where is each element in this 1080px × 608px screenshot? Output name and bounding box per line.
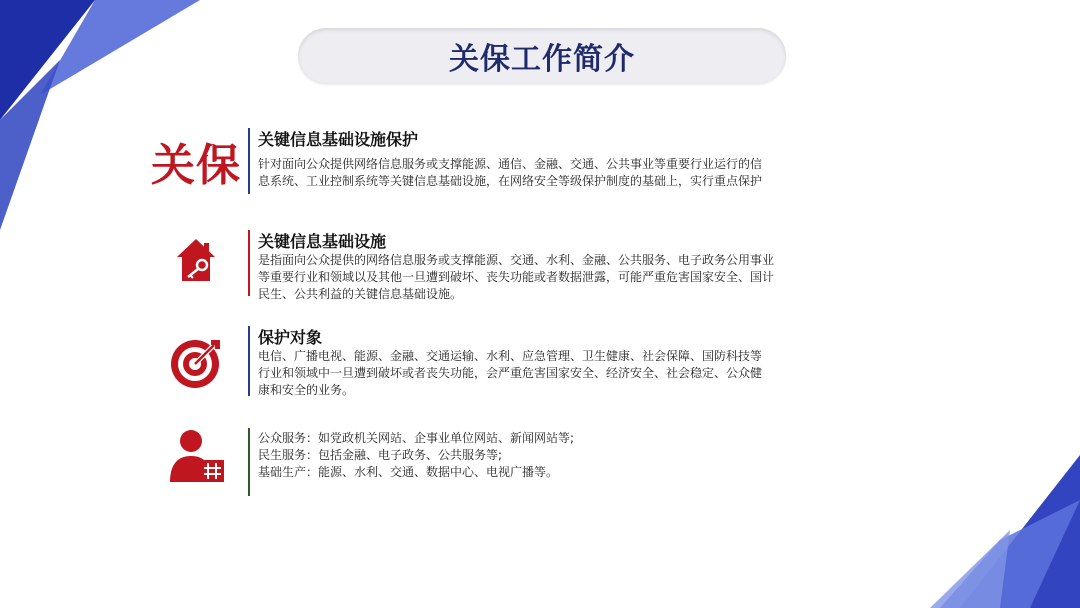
user-network-icon [168,428,226,484]
section-divider-bar [248,326,250,396]
section-content [258,232,848,303]
section-divider-bar [248,428,250,496]
section-content [258,130,848,190]
section-body-line: 针对面向公众提供网络信息服务或支撑能源、通信、金融、交通、公共事业等重要行业运行的信 [258,157,763,171]
section-content [258,430,848,481]
list-item: 民生服务：包括金融、电子政务、公共服务等; [258,448,503,462]
section-title: 关键信息基础设施 [258,232,387,251]
section-title: 保护对象 [258,328,323,347]
section-body-line: 等重要行业和领域以及其他一旦遭到破坏、丧失功能或者数据泄露，可能严重危害国家安全、国计 [258,270,775,284]
section-body-line: 息系统、工业控制系统等关键信息基础设施，在网络安全等级保护制度的基础上，实行重点保护 [258,174,763,188]
section-body-line: 行业和领域中一旦遭到破坏或者丧失功能，会严重危害国家安全、经济安全、社会稳定、公众健 [258,366,763,380]
section-body-line: 康和安全的业务。 [258,383,355,397]
section-body-line: 是指面向公众提供的网络信息服务或支撑能源、交通、水利、金融、公共服务、电子政务公用事业 [258,253,775,267]
section-title: 关键信息基础设施保护 [258,130,419,149]
page-title: 关保工作简介 [449,42,635,77]
title-pill [298,28,786,84]
list-item: 公众服务：如党政机关网站、企事业单位网站、新闻网站等; [258,431,575,445]
section-content [258,328,848,399]
section-divider-bar [248,128,250,194]
list-item: 基础生产：能源、水利、交通、数据中心、电视广播等。 [258,465,559,479]
section-body-line: 民生、公共利益的关键信息基础设施。 [258,287,463,301]
section-body-line: 电信、广播电视、能源、金融、交通运输、水利、应急管理、卫生健康、社会保障、国防科技等 [258,349,763,363]
house-key-icon [175,236,217,284]
guanbao-text: 关保 [151,140,241,191]
guanbao-logo [150,136,242,191]
section-divider-bar [248,230,250,296]
target-icon [168,336,224,390]
deco-triangle-bottom-right-pale [930,530,1010,608]
